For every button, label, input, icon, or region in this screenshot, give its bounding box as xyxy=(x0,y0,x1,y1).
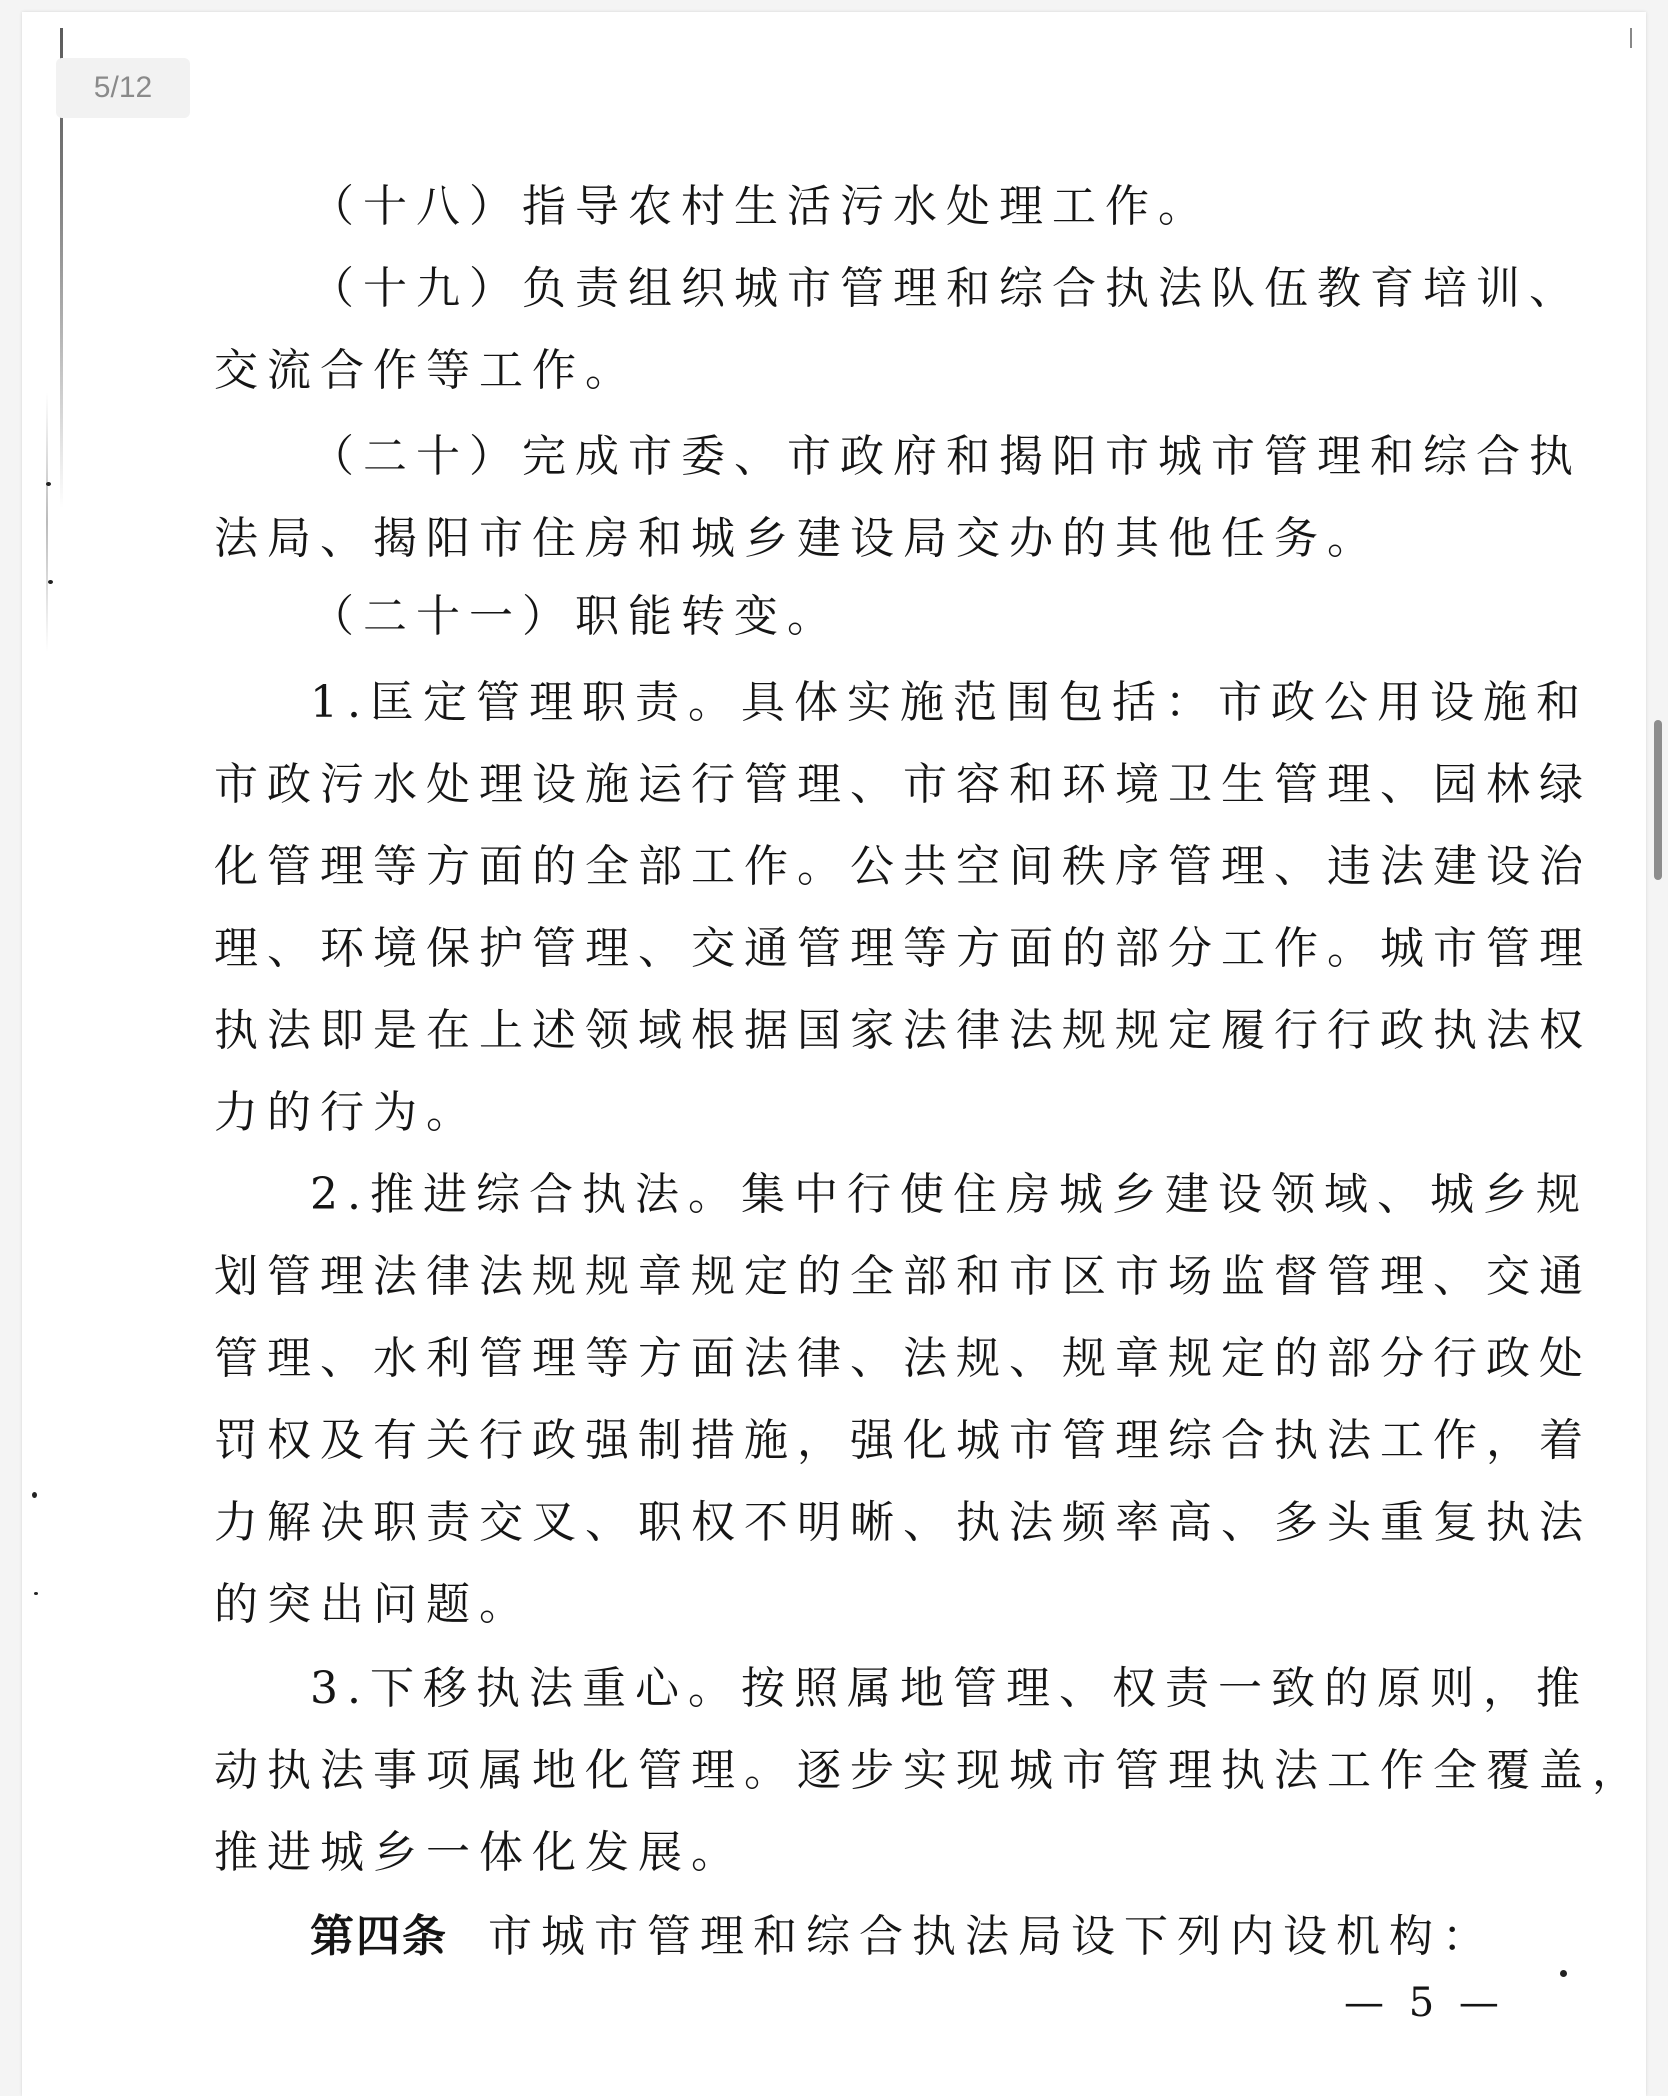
text-line: 推进城乡一体化发展。 xyxy=(214,1827,744,1878)
text-line: 2.推进综合执法。集中行使住房城乡建设领域、城乡规 xyxy=(310,1169,1589,1220)
scan-speck xyxy=(34,1592,38,1595)
text-line: 交流合作等工作。 xyxy=(214,345,638,396)
text-line: （二十）完成市委、市政府和揭阳市城市管理和综合执 xyxy=(310,431,1582,482)
text-line: （二十一）职能转变。 xyxy=(310,591,840,642)
page-indicator: 5/12 xyxy=(56,58,190,118)
text-line: 的突出问题。 xyxy=(214,1579,532,1630)
scan-speck xyxy=(32,1492,37,1498)
scan-edge-mark xyxy=(1630,28,1632,48)
article-line xyxy=(310,1900,1495,1964)
text-line: 市政污水处理设施运行管理、市容和环境卫生管理、园林绿 xyxy=(214,759,1592,810)
text-line: 力解决职责交叉、职权不明晰、执法频率高、多头重复执法 xyxy=(214,1497,1592,1548)
text-line: 力的行为。 xyxy=(214,1087,479,1138)
text-line: 划管理法律法规规章规定的全部和市区市场监督管理、交通 xyxy=(214,1251,1592,1302)
document-page xyxy=(22,12,1646,2096)
article-text: 市城市管理和综合执法局设下列内设机构： xyxy=(488,1911,1495,1962)
scan-edge-mark xyxy=(46,392,48,652)
text-line: （十九）负责组织城市管理和综合执法队伍教育培训、 xyxy=(310,263,1582,314)
page-number: — 5 — xyxy=(1344,1980,1505,2026)
text-line: 1.匡定管理职责。具体实施范围包括：市政公用设施和 xyxy=(310,677,1589,728)
scan-speck xyxy=(46,482,51,486)
text-line: 理、环境保护管理、交通管理等方面的部分工作。城市管理 xyxy=(214,923,1592,974)
article-label: 第四条 xyxy=(310,1911,448,1962)
text-line: 化管理等方面的全部工作。公共空间秩序管理、违法建设治 xyxy=(214,841,1592,892)
text-line: 罚权及有关行政强制措施，强化城市管理综合执法工作，着 xyxy=(214,1415,1592,1466)
scan-speck xyxy=(1560,1970,1567,1977)
scan-speck xyxy=(48,580,53,584)
text-line: （十八）指导农村生活污水处理工作。 xyxy=(310,181,1211,232)
text-line: 管理、水利管理等方面法律、法规、规章规定的部分行政处 xyxy=(214,1333,1592,1384)
text-line: 执法即是在上述领域根据国家法律法规规定履行行政执法权 xyxy=(214,1005,1592,1056)
text-line: 动执法事项属地化管理。逐步实现城市管理执法工作全覆盖， xyxy=(214,1745,1645,1796)
text-line: 3.下移执法重心。按照属地管理、权责一致的原则，推 xyxy=(310,1663,1589,1714)
text-line: 法局、揭阳市住房和城乡建设局交办的其他任务。 xyxy=(214,513,1380,564)
scrollbar-thumb[interactable] xyxy=(1654,720,1662,880)
